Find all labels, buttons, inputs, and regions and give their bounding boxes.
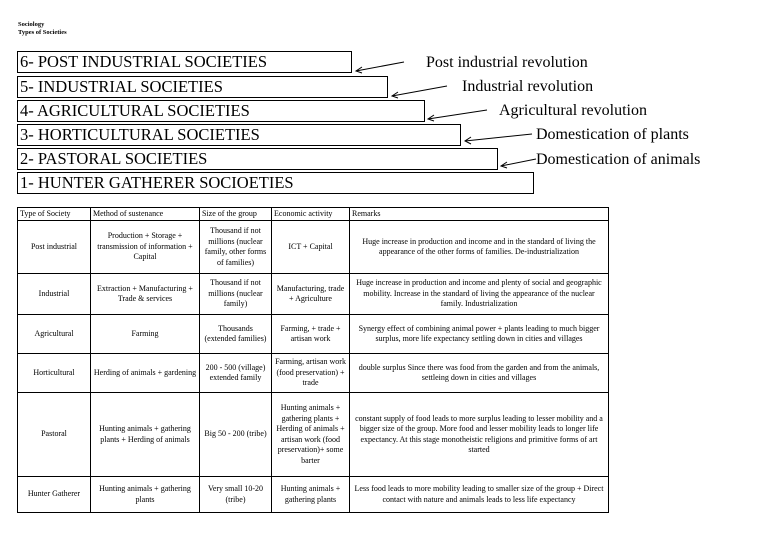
table-row (18, 221, 609, 274)
cell-remarks: double surplus Since there was food from the garden and from the animals, settleing down in cities and villages (350, 354, 609, 393)
cell-remarks: constant supply of food leads to more surplus leading to lesser mobility and a bigger size of the group. More food and lesser mobility leads to longer life expectancy. At this stage monotheistic religions and primitive forms of art started (350, 393, 609, 477)
subject-title: Sociology (18, 21, 45, 28)
cell-sustenance: Herding of animals + gardening (91, 354, 200, 393)
cell-group-size: Thousand if not millions (nuclear family, other forms of families) (200, 221, 272, 274)
cell-group-size: 200 - 500 (village) extended family (200, 354, 272, 393)
arrow-post-industrial (356, 62, 404, 71)
cell-type: Pastoral (18, 393, 91, 477)
col-header-type: Type of Society (18, 208, 91, 221)
stage-industrial: 5- INDUSTRIAL SOCIETIES (17, 76, 388, 98)
col-header-remarks: Remarks (350, 208, 609, 221)
stage-agricultural: 4- AGRICULTURAL SOCIETIES (17, 100, 425, 122)
revolution-label-industrial: Industrial revolution (462, 78, 594, 95)
document-subtitle: Types of Societies (18, 28, 67, 36)
cell-type: Hunter Gatherer (18, 477, 91, 513)
cell-group-size: Big 50 - 200 (tribe) (200, 393, 272, 477)
cell-economic-activity: Farming, artisan work (food preservation) + trade (272, 354, 350, 393)
society-types-table (17, 207, 609, 513)
arrow-horticultural (465, 134, 532, 141)
revolution-label-post-industrial: Post industrial revolution (426, 54, 588, 71)
arrow-industrial (392, 86, 447, 96)
cell-sustenance: Hunting animals + gathering plants + Herding of animals (91, 393, 200, 477)
table-row (18, 315, 609, 354)
cell-economic-activity: Manufacturing, trade + Agriculture (272, 274, 350, 315)
cell-type: Post industrial (18, 221, 91, 274)
col-header-group-size: Size of the group (200, 208, 272, 221)
cell-sustenance: Hunting animals + gathering plants (91, 477, 200, 513)
cell-sustenance: Production + Storage + transmission of information + Capital (91, 221, 200, 274)
cell-group-size: Thousand if not millions (nuclear family) (200, 274, 272, 315)
cell-type: Agricultural (18, 315, 91, 354)
cell-economic-activity: ICT + Capital (272, 221, 350, 274)
table-row (18, 477, 609, 513)
cell-type: Industrial (18, 274, 91, 315)
cell-economic-activity: Farming, + trade + artisan work (272, 315, 350, 354)
cell-type: Horticultural (18, 354, 91, 393)
cell-remarks: Synergy effect of combining animal power + plants leading to much bigger surplus, more life expectancy settling down in cities and villages (350, 315, 609, 354)
cell-economic-activity: Hunting animals + gathering plants + Herding of animals + artisan work (food preservation)+ some barter (272, 393, 350, 477)
stage-post-industrial: 6- POST INDUSTRIAL SOCIETIES (17, 51, 352, 73)
cell-group-size: Thousands (extended families) (200, 315, 272, 354)
cell-remarks: Less food leads to more mobility leading to smaller size of the group + Direct contact with nature and animals leads to less life expectancy (350, 477, 609, 513)
cell-sustenance: Extraction + Manufacturing + Trade & services (91, 274, 200, 315)
col-header-sustenance: Method of sustenance (91, 208, 200, 221)
cell-economic-activity: Hunting animals + gathering plants (272, 477, 350, 513)
cell-remarks: Huge increase in production and income and in the standard of living the appearance of the other forms of families. De-industrialization (350, 221, 609, 274)
stage-pastoral: 2- PASTORAL SOCIETIES (17, 148, 498, 170)
arrow-agricultural (428, 110, 487, 119)
cell-group-size: Very small 10-20 (tribe) (200, 477, 272, 513)
table-header-row (18, 208, 609, 221)
table-row (18, 274, 609, 315)
revolution-label-horticultural: Domestication of plants (536, 126, 689, 143)
cell-sustenance: Farming (91, 315, 200, 354)
revolution-label-agricultural: Agricultural revolution (499, 102, 647, 119)
revolution-label-pastoral: Domestication of animals (536, 151, 701, 168)
table-row (18, 354, 609, 393)
cell-remarks: Huge increase in production and income and plenty of social and geographic mobility. Increase in the standard of living the appearance of the nuclear family. Industrialization (350, 274, 609, 315)
col-header-economic-activity: Economic activity (272, 208, 350, 221)
stage-hunter-gatherer: 1- HUNTER GATHERER SOCIOETIES (17, 172, 534, 194)
stage-horticultural: 3- HORTICULTURAL SOCIETIES (17, 124, 461, 146)
table-row (18, 393, 609, 477)
